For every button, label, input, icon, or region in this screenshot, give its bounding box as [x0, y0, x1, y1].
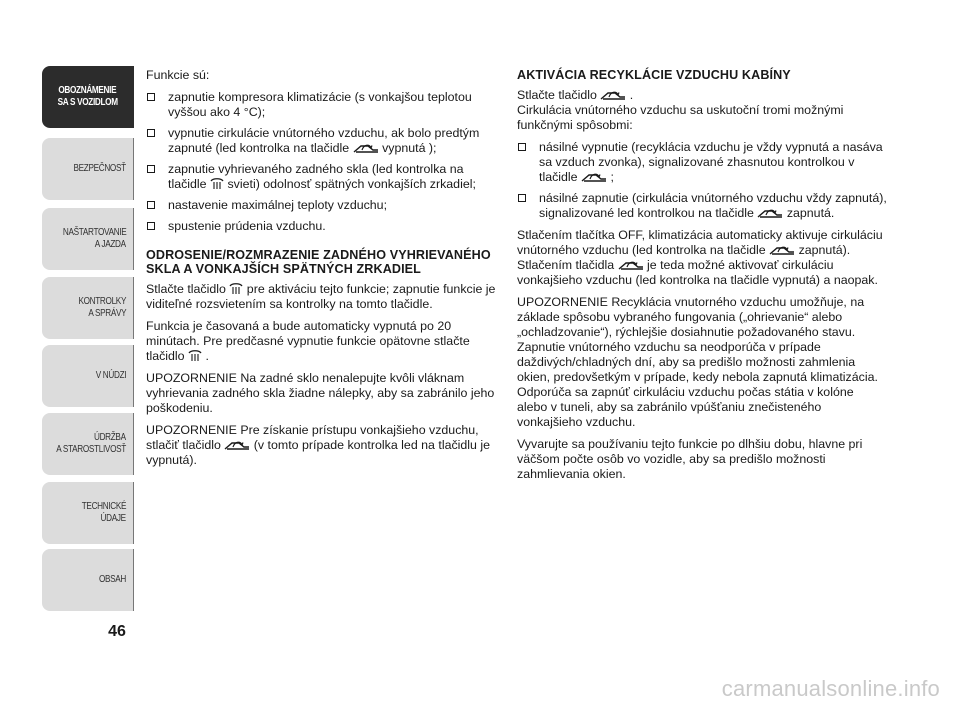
tab-label: ÚDAJE	[100, 513, 126, 524]
paragraph-text: .	[205, 349, 209, 363]
paragraph-text: pre aktiváciu tejto funkcie; zapnutie funkcie je viditeľné rozsvietením sa kontrolky na tomto tlačidle.	[146, 282, 496, 311]
list-item-text: ;	[610, 170, 614, 184]
tab-obsah[interactable]	[42, 549, 134, 611]
list-item	[146, 126, 496, 156]
paragraph	[146, 282, 496, 312]
recirculation-icon	[353, 142, 379, 154]
paragraph: UPOZORNENIE Na zadné sklo nenalepujte kvôli vláknam vyhrievania zadného skla žiadne nálepky, aby sa zabránilo jeho poškodeniu.	[146, 371, 495, 415]
tab-label: TECHNICKÉ	[81, 501, 126, 512]
tab-label: V NÚDZI	[95, 370, 126, 381]
list-item: zapnutie kompresora klimatizácie (s vonkajšou teplotou vyššou ako 4 °C);	[146, 90, 496, 120]
tab-v-nudzi[interactable]	[42, 345, 134, 407]
list-item: nastavenie maximálnej teploty vzduchu;	[146, 198, 496, 213]
recirculation-icon	[600, 89, 626, 101]
tab-bezpecnost[interactable]	[42, 138, 134, 200]
section-heading-defrost: ODROSENIE/ROZMRAZENIE ZADNÉHO VYHRIEVANÉHO SKLA A VONKAJŠÍCH SPÄTNÝCH ZRKADIEL	[146, 248, 491, 276]
paragraph-text: .	[629, 88, 634, 102]
paragraph-text: Stlačte tlačidlo	[146, 282, 230, 296]
tab-kontrolky[interactable]	[42, 277, 134, 339]
paragraph	[146, 423, 496, 468]
tab-oboznamenie[interactable]	[42, 66, 134, 128]
list-item	[517, 191, 887, 221]
tab-label: A JAZDA	[95, 239, 126, 250]
list-item-text: násilné vypnutie (recyklácia vzduchu je vždy vypnutá a nasáva sa vzduch zvonka), signalizované zhasnutou kontrolkou v tlačidle	[539, 140, 883, 184]
paragraph-text: Cirkulácia vnútorného vzduchu sa uskutoční tromi možnými funkčnými spôsobmi:	[517, 103, 844, 132]
list-item-text: vypnutie cirkulácie vnútorného vzduchu, ak bolo predtým zapnuté (led kontrolka na tlačidle	[168, 126, 480, 155]
paragraph-text: Stlačením tlačítka OFF, klimatizácia automaticky aktivuje cirkuláciu vnútorného vzduchu (led kontrolka na tlačidle	[517, 228, 883, 257]
paragraph-text: zapnutá). Stlačením tlačidla	[517, 243, 851, 272]
paragraph	[146, 319, 496, 364]
list-item-text: svieti) odolnosť spätných vonkajších zrkadiel;	[227, 177, 476, 191]
tab-udrzba[interactable]	[42, 413, 134, 475]
tab-label: KONTROLKY	[78, 296, 126, 307]
recirculation-icon	[769, 244, 795, 256]
recirculation-icon	[581, 171, 607, 183]
right-column	[517, 68, 887, 489]
list-item	[146, 162, 496, 192]
paragraph: Vyvarujte sa používaniu tejto funkcie po dlhšiu dobu, hlavne pri väčšom počte osôb vo vozidle, aby sa predišlo možnosti zahmlievania okien.	[517, 437, 863, 481]
recirculation-icon	[224, 439, 250, 451]
functions-list	[146, 90, 496, 234]
rear-defrost-icon	[229, 282, 243, 295]
recirculation-icon	[757, 207, 783, 219]
left-column	[146, 68, 496, 475]
paragraph: UPOZORNENIE Recyklácia vnutorného vzduchu umožňuje, na základe spôsobu vybraného fungovania („ohrievanie“ alebo „ochladzovanie“), rýchlejšie dosiahnutie požadovaného stavu. Zapnutie vnútorného vzduchu sa neodporúča v prípade daždivých/chladných dní, aby sa predišlo možnosti zahmlenia okien, predovšetkým v prípade, kedy nebola zapnutá klimatizácia. Odporúča sa zapnúť cirkuláciu vzduchu počas státia v kolóne alebo v tuneli, aby sa zabránilo vpúšťaniu znečisteného vonkajšieho vzduchu.	[517, 295, 878, 429]
list-item-text: násilné zapnutie (cirkulácia vnútorného vzduchu vždy zapnutá), signalizované led kontrolkou na tlačidle	[539, 191, 887, 220]
tab-label: NAŠTARTOVANIE	[62, 227, 126, 238]
tab-label: OBOZNÁMENIE	[58, 85, 117, 96]
modes-list	[517, 140, 887, 221]
tab-label: A STAROSTLIVOSŤ	[56, 444, 126, 455]
paragraph	[517, 228, 887, 288]
paragraph-text: Funkcia je časovaná a bude automaticky vypnutá po 20 minútach. Pre predčasné vypnutie funkcie opätovne stlačte tlačidlo	[146, 319, 470, 363]
list-item: spustenie prúdenia vzduchu.	[146, 219, 496, 234]
tab-nastartovanie[interactable]	[42, 208, 134, 270]
paragraph	[517, 88, 887, 133]
paragraph-text: Stlačte tlačidlo	[517, 88, 601, 102]
section-heading-recirculation: AKTIVÁCIA RECYKLÁCIE VZDUCHU KABÍNY	[517, 68, 791, 82]
intro-text: Funkcie sú:	[146, 68, 210, 82]
tab-label: ÚDRŽBA	[94, 432, 126, 443]
tab-label: A SPRÁVY	[88, 308, 126, 319]
paragraph-text: (v tomto prípade kontrolka led na tlačidlu je vypnutá).	[146, 438, 491, 467]
recirculation-icon	[618, 259, 644, 271]
rear-defrost-icon	[210, 177, 224, 190]
watermark-text: carmanualsonline.info	[721, 676, 940, 701]
rear-defrost-icon	[188, 349, 202, 362]
tab-technicke-udaje[interactable]	[42, 482, 134, 544]
tab-label: OBSAH	[98, 574, 126, 585]
list-item-text: zapnutie vyhrievaného zadného skla (led kontrolka na tlačidle	[168, 162, 464, 191]
tab-label: BEZPEČNOSŤ	[73, 163, 126, 174]
page-number: 46	[108, 623, 126, 640]
list-item	[517, 140, 887, 185]
tab-label: SA S VOZIDLOM	[57, 97, 118, 108]
list-item-text: vypnutá );	[382, 141, 437, 155]
paragraph-text: je teda možné aktivovať cirkuláciu vonkajšieho vzduchu (led kontrolka na tlačidle vypnutá) a naopak.	[517, 258, 878, 287]
list-item-text: zapnutá.	[786, 206, 835, 220]
paragraph-text: UPOZORNENIE Pre získanie prístupu vonkajšieho vzduchu, stlačiť tlačidlo	[146, 423, 479, 452]
